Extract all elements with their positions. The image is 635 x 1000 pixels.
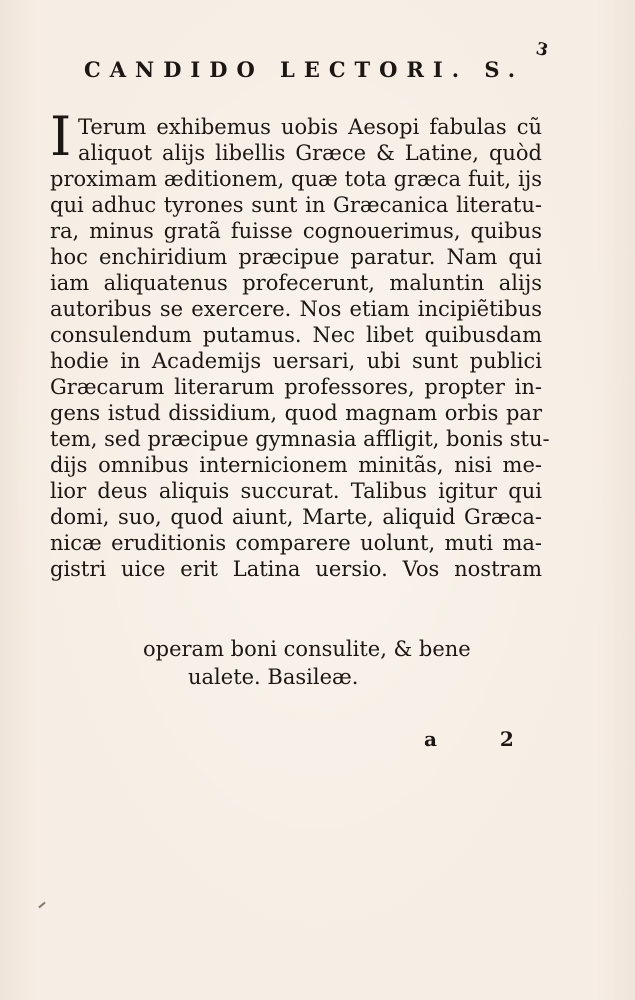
text-line: aliquot alijs libellis Græce & Latine, quòd	[78, 141, 542, 165]
text-line: ra, minus gratã fuisse cognouerimus, quibus	[50, 219, 542, 243]
text-line: autoribus se exercere. Nos etiam incipiẽtibus	[50, 297, 542, 321]
text-line: proximam æditionem, quæ tota græca fuit, ijs	[50, 167, 542, 191]
text-line: gistri uice erit Latina uersio. Vos nostram	[50, 557, 542, 581]
text-line: hodie in Academijs uersari, ubi sunt publici	[50, 349, 542, 373]
drop-cap: I	[50, 105, 72, 168]
text-line: domi, suo, quod aiunt, Marte, aliquid Græca-	[50, 505, 542, 529]
paper-speck	[38, 902, 45, 909]
signature-mark: a 2	[424, 727, 542, 751]
text-line: lior deus aliquis succurat. Talibus igitur qui	[50, 479, 542, 503]
closing-line: ualete. Basileæ.	[188, 665, 359, 689]
text-line: dijs omnibus internicionem minitãs, nisi me-	[50, 453, 542, 477]
text-line: gens istud dissidium, quod magnam orbis par	[50, 401, 542, 425]
body-text	[50, 105, 550, 582]
text-line: Græcarum literarum professores, propter in-	[50, 375, 542, 399]
text-line: qui adhuc tyrones sunt in Græcanica literatu-	[50, 193, 542, 217]
folio-number: 3	[534, 38, 550, 62]
closing-line: operam boni consulite, & bene	[143, 637, 471, 661]
running-head: CANDIDO LECTORI. S.	[84, 57, 525, 82]
text-line: hoc enchiridium præcipue paratur. Nam qui	[50, 245, 542, 269]
text-line: nicæ eruditionis comparere uolunt, muti ma-	[50, 531, 542, 555]
text-line: tem, sed præcipue gymnasia affligit, bonis stu-	[50, 427, 550, 451]
text-line: consulendum putamus. Nec libet quibusdam	[50, 323, 542, 347]
text-line: Terum exhibemus uobis Aesopi fabulas cũ	[78, 115, 542, 139]
text-line: iam aliquatenus profecerunt, maluntin alijs	[50, 271, 542, 295]
